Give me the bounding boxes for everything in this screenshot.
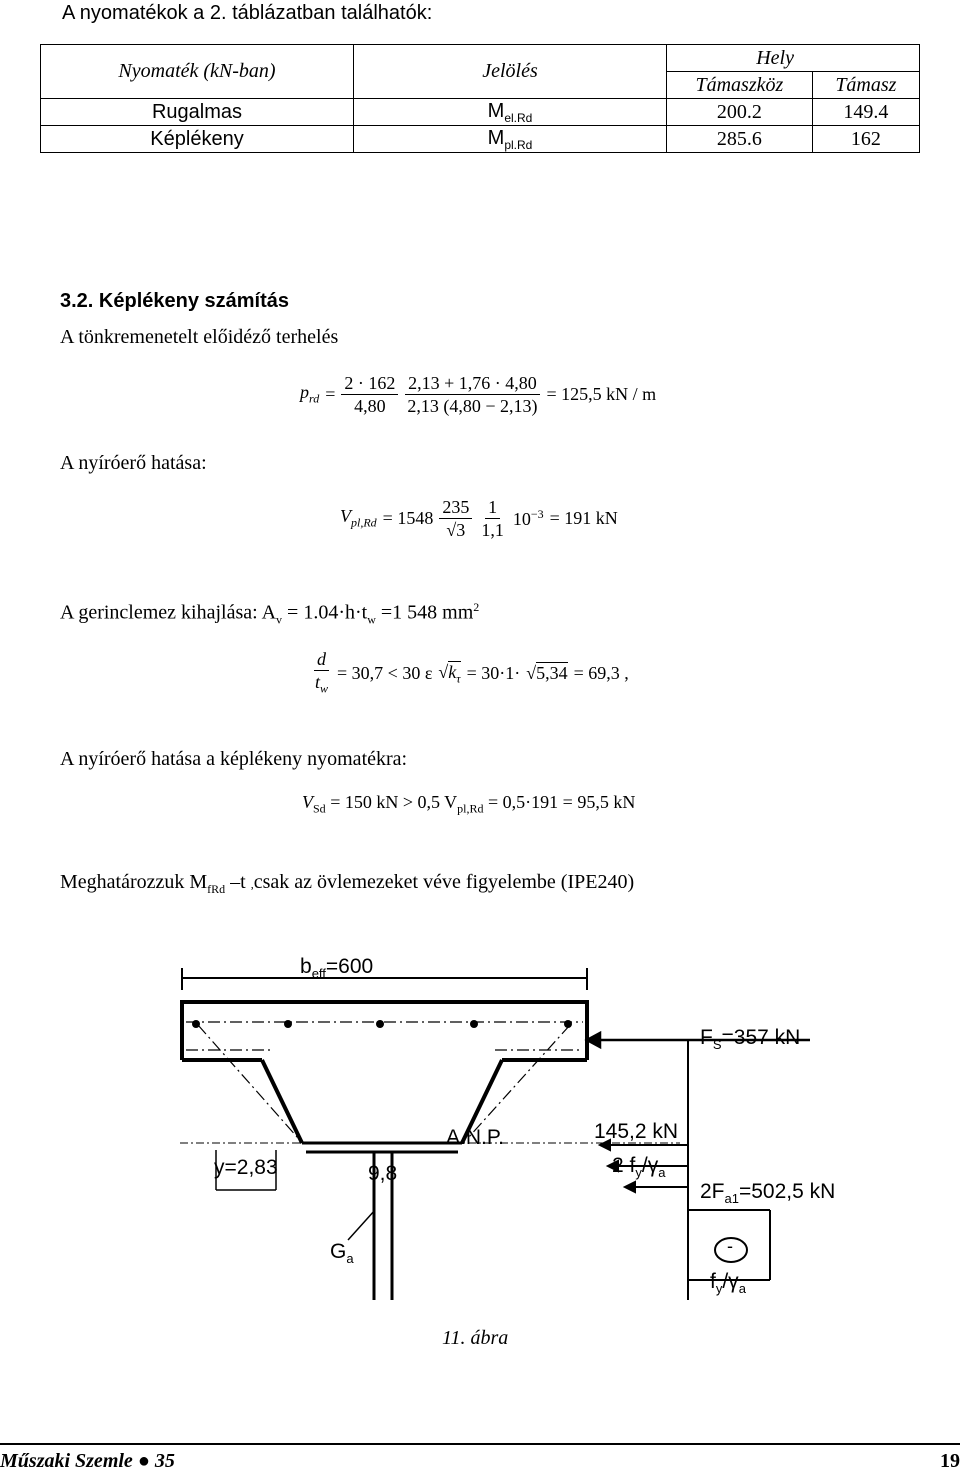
- row-value-span: 200.2: [667, 99, 813, 126]
- row-label: Rugalmas: [41, 99, 354, 126]
- header-location: Hely: [667, 45, 920, 72]
- fs-label: $F_S=357$ kN: [700, 1026, 801, 1053]
- load-text: A tönkremenetelt előidéző terhelés: [60, 326, 339, 348]
- fy-bottom-label: $f_y/\gamma_a$: [710, 1270, 746, 1297]
- row-value-support: 162: [812, 126, 919, 153]
- equation-slenderness: $\frac{d}{t_w}$ = 30,7 < 30 ε $√k_\tau$ = 30·1· √5,34 = 69,3 ,: [315, 649, 629, 696]
- fy-ga-label: 2 $f_y/\gamma_a$: [612, 1154, 666, 1181]
- row-symbol: $M_{pl.Rd}$: [354, 126, 667, 153]
- anp-label: A.N.P.: [446, 1126, 504, 1149]
- section-heading: 3.2. Képlékeny számítás: [60, 290, 290, 312]
- footer-rule: [0, 1443, 960, 1445]
- table-row: [41, 126, 920, 153]
- shear-text: A nyíróerő hatása:: [60, 452, 207, 474]
- row-label: Képlékeny: [41, 126, 354, 153]
- y-label: y=2,83: [214, 1156, 278, 1179]
- web-buckling-text: A gerinclemez kihajlása: $A_v = 1.04\cdot h\cdot t_w =1$ 548 $mm^2$: [60, 600, 480, 627]
- header-span: Támaszköz: [667, 72, 813, 99]
- header-symbol: Jelölés: [354, 45, 667, 99]
- footer-journal: Műszaki Szemle ● 35: [0, 1450, 175, 1472]
- equation-vsd: $V_{Sd} = 150$ kN > 0,5 $V_{pl,Rd} = 0,5\cdot 191 = 95,5$ kN: [302, 792, 636, 816]
- row-value-support: 149.4: [812, 99, 919, 126]
- ga-arrow: [348, 1210, 375, 1240]
- moments-table: [40, 44, 920, 153]
- equation-prd: $p_{rd}$ = $\frac{2 \cdot 162}{4,80}$ $\frac{2,13 + 1,76 \cdot 4,80}{2,13 (4,80 - 2,13)}$ = 125,5 kN / m: [300, 373, 657, 416]
- table-row: [41, 99, 920, 126]
- intro-text: A nyomatékok a 2. táblázatban találhatók:: [62, 2, 433, 24]
- beff-dimension: [182, 968, 587, 990]
- footer-page: 19: [940, 1450, 960, 1472]
- minus-label: -: [727, 1236, 733, 1256]
- cross-section-figure: [0, 940, 960, 1300]
- header-moment: Nyomaték (kN-ban): [41, 45, 354, 99]
- figure-caption: 11. ábra: [442, 1327, 509, 1349]
- determine-text: Meghatározzuk $M_{fRd}$ –t ,csak az övlemezeket véve figyelembe (IPE240): [60, 871, 635, 896]
- dimension-label: 9,8: [368, 1162, 398, 1185]
- stress-diagram: [688, 1040, 770, 1300]
- beff-label: $b_{eff}=600$: [300, 955, 374, 982]
- equation-vpl: $V_{pl,Rd}$ = 1548 $\frac{235}{√3}$ $\frac{1}{1,1}$ $10^{-3}$ = 191 kN: [340, 497, 618, 540]
- fa1-label: $2F_{a1}=502,5$ kN: [700, 1180, 836, 1207]
- row-value-span: 285.6: [667, 126, 813, 153]
- ga-label: $G_a$: [330, 1240, 354, 1267]
- reinforcement-bars: [192, 1020, 572, 1028]
- force-label: 145,2 kN: [594, 1120, 679, 1143]
- moment-effect-text: A nyíróerő hatása a képlékeny nyomatékra:: [60, 748, 408, 770]
- row-symbol: $M_{el.Rd}$: [354, 99, 667, 126]
- slab-reinforcement: [186, 1022, 583, 1138]
- header-support: Támasz: [812, 72, 919, 99]
